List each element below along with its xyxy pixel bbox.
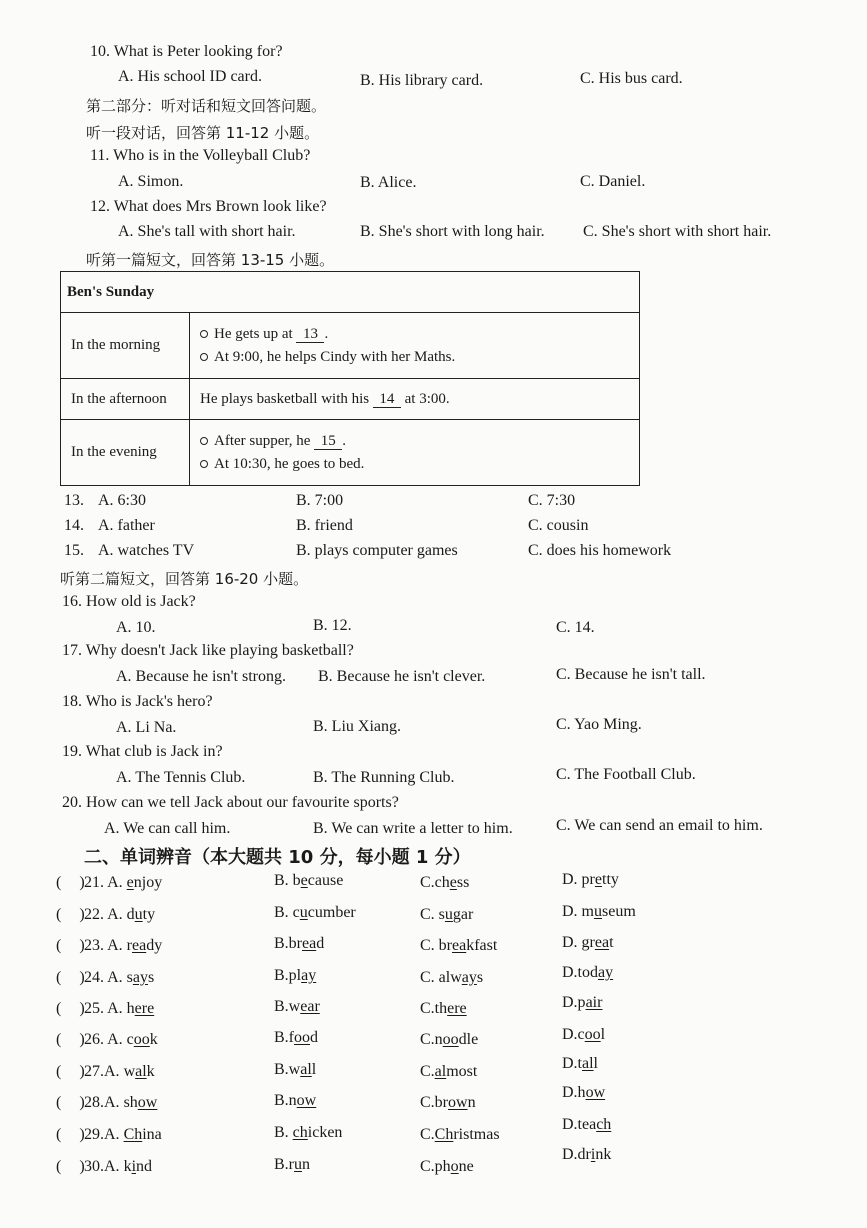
blank-15: 15 [314, 433, 342, 450]
q10-option-a: A. His school ID card. [118, 68, 262, 85]
q20-option-c: C. We can send an email to him. [556, 817, 763, 834]
bullet-icon [200, 437, 208, 445]
evening-label: In the evening [61, 420, 190, 486]
q15-num: 15. [64, 542, 84, 559]
q15-option-c: C. does his homework [528, 542, 672, 559]
table-title: Ben's Sunday [61, 272, 640, 313]
q13-option-a: A. 6:30 [98, 492, 146, 509]
q16-option-b: B. 12. [313, 617, 352, 634]
q13-num: 13. [64, 492, 84, 509]
q11-stem: 11. Who is in the Volleyball Club? [90, 147, 311, 164]
bullet-icon [200, 330, 208, 338]
q13-option-c: C. 7:30 [528, 492, 576, 509]
part2-heading: 第二部分：听对话和短文回答问题。 [86, 97, 327, 115]
blank-13: 13 [296, 326, 324, 343]
q20-stem: 20. How can we tell Jack about our favourite sports? [62, 794, 399, 811]
section2-heading: 二、单词辨音（本大题共 10 分，每小题 1 分） [84, 847, 471, 868]
phon-option-c: C.there [420, 1000, 467, 1017]
phon-option-d: D.pair [562, 994, 603, 1011]
phon-option-c: C.phone [420, 1158, 474, 1175]
answer-paren: ( ) [56, 906, 85, 923]
dialog-heading: 听一段对话，回答第 11-12 小题。 [86, 124, 320, 142]
phon-option-a: 22. A. duty [84, 906, 156, 923]
passage2-heading: 听第二篇短文，回答第 16-20 小题。 [60, 570, 309, 588]
phon-option-a: 29.A. China [84, 1126, 162, 1143]
phon-option-a: 21. A. enjoy [84, 874, 163, 891]
phon-option-b: B.food [274, 1029, 318, 1046]
phon-option-c: C.almost [420, 1063, 478, 1080]
phon-option-c: C. sugar [420, 906, 474, 923]
q20-option-a: A. We can call him. [104, 820, 231, 837]
phon-option-b: B. because [274, 872, 344, 889]
phon-option-d: D.drink [562, 1146, 612, 1163]
passage1-heading: 听第一篇短文，回答第 13-15 小题。 [86, 251, 335, 269]
phon-option-d: D.tall [562, 1055, 598, 1072]
q19-option-c: C. The Football Club. [556, 766, 696, 783]
q18-option-b: B. Liu Xiang. [313, 718, 401, 735]
afternoon-cell: He plays basketball with his 14 at 3:00. [190, 379, 640, 420]
q17-option-c: C. Because he isn't tall. [556, 666, 706, 683]
phon-option-b: B.now [274, 1092, 317, 1109]
q14-option-b: B. friend [296, 517, 353, 534]
phon-option-b: B. cucumber [274, 904, 356, 921]
q16-stem: 16. How old is Jack? [62, 593, 196, 610]
q10-option-c: C. His bus card. [580, 70, 683, 87]
morning-cell: He gets up at 13 . At 9:00, he helps Cindy with her Maths. [190, 313, 640, 379]
morning-label: In the morning [61, 313, 190, 379]
phon-option-a: 23. A. ready [84, 937, 163, 954]
q15-option-b: B. plays computer games [296, 542, 458, 559]
answer-paren: ( ) [56, 1094, 85, 1111]
phon-option-a: 24. A. says [84, 969, 155, 986]
phon-option-b: B.wall [274, 1061, 317, 1078]
phon-option-c: C.noodle [420, 1031, 479, 1048]
q16-option-a: A. 10. [116, 619, 156, 636]
phon-option-c: C.Christmas [420, 1126, 500, 1143]
q10-stem: 10. What is Peter looking for? [90, 43, 283, 60]
q15-option-a: A. watches TV [98, 542, 195, 559]
phon-option-b: B.bread [274, 935, 325, 952]
q11-option-b: B. Alice. [360, 174, 417, 191]
q14-option-c: C. cousin [528, 517, 589, 534]
phon-option-c: C. breakfast [420, 937, 498, 954]
phon-option-d: D. great [562, 934, 614, 951]
q11-option-c: C. Daniel. [580, 173, 646, 190]
q12-option-b: B. She's short with long hair. [360, 223, 545, 240]
phon-option-a: 26. A. cook [84, 1031, 158, 1048]
phon-option-a: 30.A. kind [84, 1158, 153, 1175]
q10-option-b: B. His library card. [360, 72, 484, 89]
answer-paren: ( ) [56, 1000, 85, 1017]
q17-option-a: A. Because he isn't strong. [116, 668, 286, 685]
answer-paren: ( ) [56, 874, 85, 891]
blank-14: 14 [373, 391, 401, 408]
answer-paren: ( ) [56, 1126, 85, 1143]
q17-stem: 17. Why doesn't Jack like playing basketball? [62, 642, 354, 659]
q14-option-a: A. father [98, 517, 155, 534]
q18-option-a: A. Li Na. [116, 719, 177, 736]
phon-option-c: C.brown [420, 1094, 476, 1111]
q14-num: 14. [64, 517, 84, 534]
bullet-icon [200, 353, 208, 361]
phon-option-b: B.run [274, 1156, 310, 1173]
bullet-icon [200, 460, 208, 468]
bens-sunday-table [60, 271, 640, 486]
evening-cell: After supper, he 15 . At 10:30, he goes to bed. [190, 420, 640, 486]
answer-paren: ( ) [56, 969, 85, 986]
phon-option-b: B.play [274, 967, 317, 984]
phon-option-d: D.how [562, 1084, 606, 1101]
phon-option-d: D. pretty [562, 871, 619, 888]
q19-option-a: A. The Tennis Club. [116, 769, 246, 786]
phon-option-c: C. always [420, 969, 484, 986]
q18-option-c: C. Yao Ming. [556, 716, 642, 733]
q20-option-b: B. We can write a letter to him. [313, 820, 513, 837]
q19-option-b: B. The Running Club. [313, 769, 455, 786]
q18-stem: 18. Who is Jack's hero? [62, 693, 213, 710]
q17-option-b: B. Because he isn't clever. [318, 668, 486, 685]
phon-option-b: B. chicken [274, 1124, 343, 1141]
q16-option-c: C. 14. [556, 619, 595, 636]
q12-option-c: C. She's short with short hair. [583, 223, 772, 240]
q13-option-b: B. 7:00 [296, 492, 344, 509]
answer-paren: ( ) [56, 1031, 85, 1048]
phon-option-d: D.cool [562, 1026, 606, 1043]
phon-option-d: D.today [562, 964, 614, 981]
phon-option-b: B.wear [274, 998, 320, 1015]
phon-option-d: D. museum [562, 903, 636, 920]
answer-paren: ( ) [56, 1158, 85, 1175]
phon-option-d: D.teach [562, 1116, 612, 1133]
phon-option-a: 25. A. here [84, 1000, 155, 1017]
q12-option-a: A. She's tall with short hair. [118, 223, 296, 240]
answer-paren: ( ) [56, 937, 85, 954]
q19-stem: 19. What club is Jack in? [62, 743, 223, 760]
phon-option-c: C.chess [420, 874, 470, 891]
phon-option-a: 27.A. walk [84, 1063, 155, 1080]
q11-option-a: A. Simon. [118, 173, 184, 190]
phon-option-a: 28.A. show [84, 1094, 158, 1111]
q12-stem: 12. What does Mrs Brown look like? [90, 198, 327, 215]
answer-paren: ( ) [56, 1063, 85, 1080]
afternoon-label: In the afternoon [61, 379, 190, 420]
